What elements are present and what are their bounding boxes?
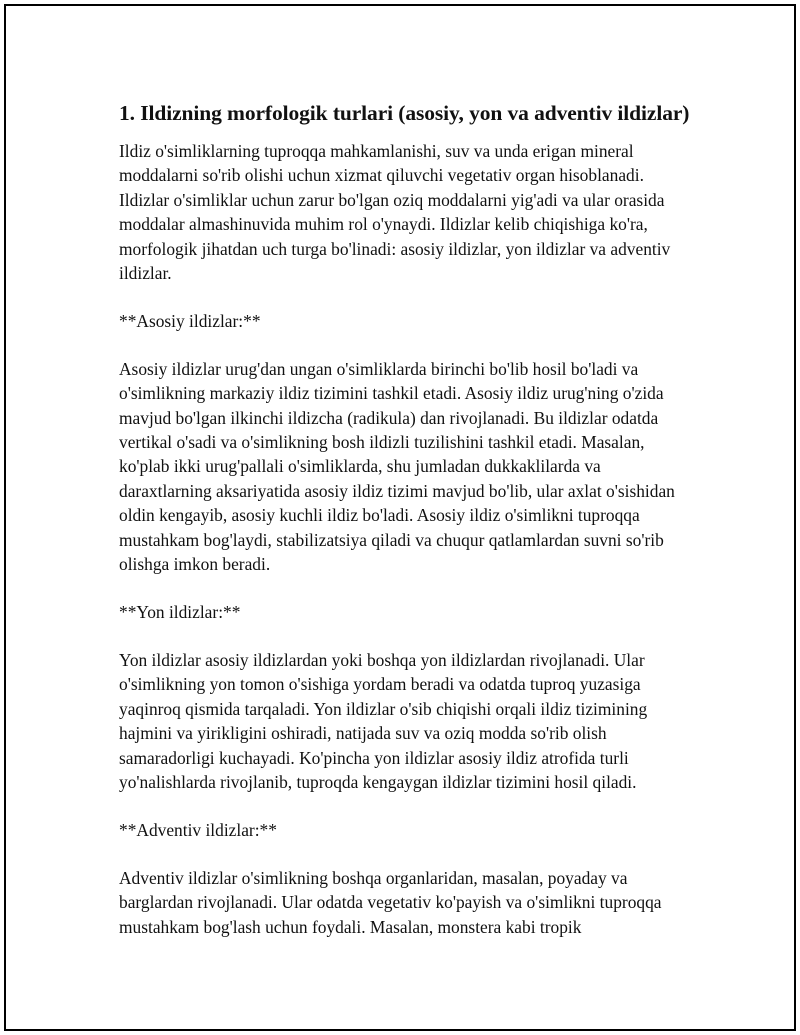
document-body <box>119 98 691 962</box>
asosiy-paragraph: Asosiy ildizlar urug'dan ungan o'simliklarda birinchi bo'lib hosil bo'ladi va o'simlikning markaziy ildiz tizimini tashkil etadi. Asosiy ildiz urug'ning o'zida mavjud bo'lgan ilkinchi ildizcha (radikula) dan rivojlanadi. Bu ildizlar odatda vertikal o'sadi va o'simlikning bosh ildizli tuzilishini tashkil etadi. Masalan, ko'plab ikki urug'pallali o'simliklarda, shu jumladan dukkaklilarda va daraxtlarning aksariyatida asosiy ildiz tizimi mavjud bo'lib, ular axlat o'sishidan oldin kengayib, asosiy kuchli ildiz bo'ladi. Asosiy ildiz o'simlikni tuproqqa mustahkam bog'laydi, stabilizatsiya qiladi va chuqur qatlamlardan suvni so'rib olishga imkon beradi. <box>119 358 675 575</box>
page-frame <box>4 4 796 1031</box>
intro-paragraph: Ildiz o'simliklarning tuproqqa mahkamlanishi, suv va unda erigan mineral moddalarni so'rib olishi uchun xizmat qiluvchi vegetativ organ hisoblanadi. Ildizlar o'simliklar uchun zarur bo'lgan oziq moddalarni yig'adi va ular orasida moddalar almashinuvida muhim rol o'ynaydi. Ildizlar kelib chiqishiga ko'ra, morfologik jihatdan uch turga bo'linadi: asosiy ildizlar, yon ildizlar va adventiv ildizlar. <box>119 141 671 284</box>
yon-paragraph: Yon ildizlar asosiy ildizlardan yoki boshqa yon ildizlardan rivojlanadi. Ular o'simlikning yon tomon o'sishiga yordam beradi va odatda tuproq yuzasiga yaqinroq qismida tarqaladi. Yon ildizlar o'sib chiqishi orqali ildiz tizimining hajmini va yirikligini oshiradi, natijada suv va oziq modda so'rib olish samaradorligi kuchayadi. Ko'pincha yon ildizlar asosiy ildiz atrofida turli yo'nalishlarda rivojlanib, tuproqda kengaygan ildizlar tizimini hosil qiladi. <box>119 649 648 792</box>
adventiv-paragraph: Adventiv ildizlar o'simlikning boshqa organlaridan, masalan, poyaday va barglardan rivojlanadi. Ular odatda vegetativ ko'payish va o'simlikni tuproqqa mustahkam bog'lash uchun foydali. Masalan, monstera kabi tropik <box>119 867 662 937</box>
section-heading-asosiy: **Asosiy ildizlar:** <box>119 310 261 331</box>
document-title: 1. Ildizning morfologik turlari (asosiy, yon va adventiv ildizlar) <box>119 101 690 125</box>
section-heading-yon: **Yon ildizlar:** <box>119 602 241 622</box>
section-heading-adventiv: **Adventiv ildizlar:** <box>119 819 277 840</box>
